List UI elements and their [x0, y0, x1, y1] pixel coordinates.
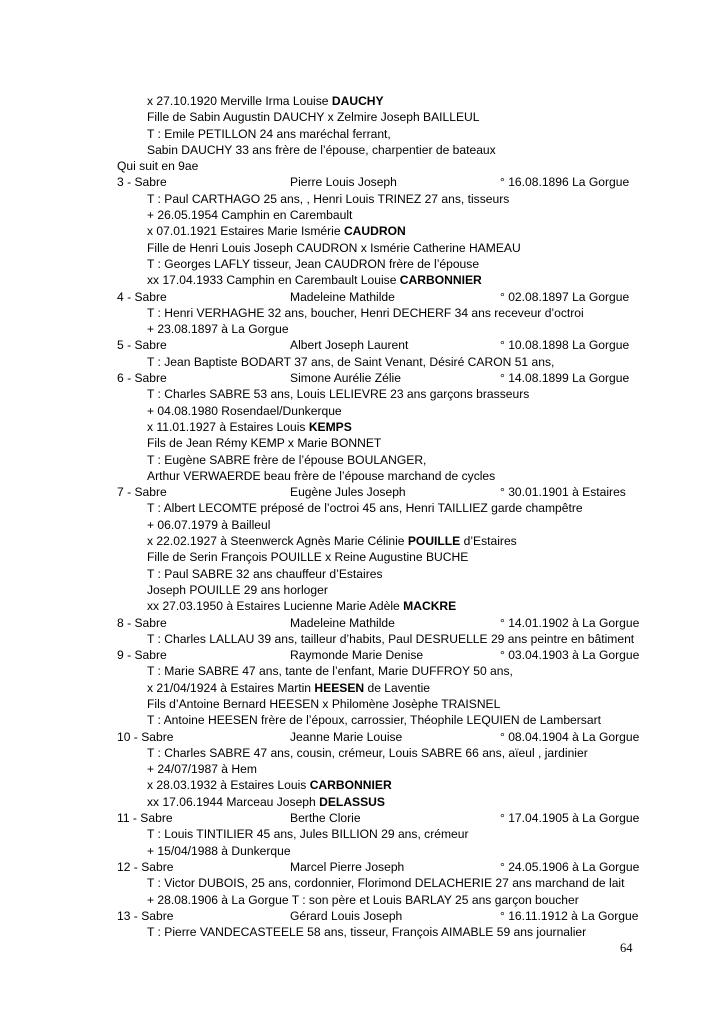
child-entry-row — [0, 729, 724, 745]
line-text — [147, 305, 584, 321]
page-number: 64 — [620, 941, 633, 955]
child-name: Pierre Louis Joseph — [290, 175, 397, 190]
child-entry-row — [0, 908, 724, 924]
text-segment: x 28.03.1932 à Estaires Louis — [147, 778, 310, 793]
detail-line — [0, 191, 724, 207]
line-text — [147, 240, 521, 256]
child-number: 8 - Sabre — [117, 615, 167, 630]
note-line — [0, 158, 724, 174]
detail-line — [0, 924, 724, 940]
detail-line — [0, 272, 724, 288]
line-text — [147, 794, 385, 810]
text-segment: xx 17.06.1944 Marceau Joseph — [147, 794, 320, 809]
child-number: 7 - Sabre — [117, 485, 167, 500]
text-segment: x 22.02.1927 à Steenwerck Agnès Marie Célinie — [147, 534, 408, 549]
line-text — [147, 712, 601, 728]
line-text — [147, 321, 289, 337]
line-text — [147, 566, 383, 582]
line-text — [147, 207, 352, 223]
line-text — [147, 256, 479, 272]
detail-line — [0, 403, 724, 419]
line-text — [147, 582, 328, 598]
surname-bold: KEMPS — [308, 419, 352, 434]
text-segment: T : Emile PETILLON 24 ans maréchal ferrant, — [147, 126, 391, 141]
child-name: Eugène Jules Joseph — [290, 485, 406, 500]
text-segment: Fils d’Antoine Bernard HEESEN x Philomène Josèphe TRAISNEL — [147, 696, 501, 711]
line-text — [147, 126, 391, 142]
child-name: Berthe Clorie — [290, 811, 361, 826]
child-name: Marcel Pierre Joseph — [290, 859, 405, 874]
birth-info: ° 16.11.1912 à La Gorgue — [500, 908, 639, 923]
detail-line — [0, 468, 724, 484]
line-text — [147, 109, 480, 125]
child-number: 6 - Sabre — [117, 371, 167, 386]
text-segment: xx 27.03.1950 à Estaires Lucienne Marie Adèle — [147, 599, 404, 614]
detail-line — [0, 452, 724, 468]
surname-bold: POUILLE — [407, 534, 461, 549]
detail-line — [0, 696, 724, 712]
line-text — [147, 826, 469, 842]
birth-info: ° 03.04.1903 à La Gorgue — [500, 648, 640, 663]
child-name: Jeanne Marie Louise — [290, 729, 403, 744]
birth-info: ° 10.08.1898 La Gorgue — [500, 338, 630, 353]
text-segment: Fils de Jean Rémy KEMP x Marie BONNET — [147, 436, 382, 451]
line-text — [147, 843, 291, 859]
detail-line — [0, 223, 724, 239]
birth-info: ° 30.01.1901 à Estaires — [500, 485, 626, 500]
text-segment: + 26.05.1954 Camphin en Carembault — [147, 208, 353, 223]
line-text — [147, 435, 381, 451]
detail-line — [0, 794, 724, 810]
detail-line — [0, 386, 724, 402]
detail-line — [0, 142, 724, 158]
child-entry-row — [0, 370, 724, 386]
detail-line — [0, 207, 724, 223]
line-text — [147, 468, 495, 484]
child-entry-row — [0, 647, 724, 663]
child-entry-row — [0, 337, 724, 353]
birth-info: ° 17.04.1905 à La Gorgue — [500, 811, 640, 826]
child-name: Simone Aurélie Zélie — [290, 371, 401, 386]
line-text — [147, 93, 384, 109]
detail-line — [0, 517, 724, 533]
surname-bold: HEESEN — [314, 680, 365, 695]
line-text — [147, 696, 500, 712]
text-segment: de Laventie — [364, 680, 431, 695]
detail-line — [0, 93, 724, 109]
detail-line — [0, 745, 724, 761]
text-segment: + 04.08.1980 Rosendael/Dunkerque — [147, 403, 342, 418]
detail-line — [0, 419, 724, 435]
detail-line — [0, 582, 724, 598]
text-segment: T : Eugène SABRE frère de l’épouse BOULANGER, — [147, 452, 427, 467]
line-text — [147, 875, 624, 891]
line-text — [117, 158, 198, 174]
detail-line — [0, 712, 724, 728]
detail-line — [0, 566, 724, 582]
detail-line — [0, 256, 724, 272]
birth-info: ° 24.05.1906 à La Gorgue — [500, 859, 640, 874]
surname-bold: CAUDRON — [343, 224, 406, 239]
child-number: 12 - Sabre — [117, 859, 174, 874]
detail-line — [0, 892, 724, 908]
detail-line — [0, 875, 724, 891]
text-segment: T : Paul CARTHAGO 25 ans, , Henri Louis TRINEZ 27 ans, tisseurs — [147, 191, 510, 206]
child-name: Gérard Louis Joseph — [290, 908, 403, 923]
detail-line — [0, 109, 724, 125]
surname-bold: DAUCHY — [331, 94, 384, 108]
child-entry-row — [0, 484, 724, 500]
child-entry-row — [0, 289, 724, 305]
child-entry-row — [0, 174, 724, 190]
line-text — [147, 892, 579, 908]
detail-line — [0, 435, 724, 451]
text-segment: T : Antoine HEESEN frère de l’époux, carrossier, Théophile LEQUIEN de Lambersart — [147, 713, 601, 728]
detail-line — [0, 240, 724, 256]
line-text — [147, 452, 426, 468]
line-text — [147, 663, 513, 679]
text-segment: T : Marie SABRE 47 ans, tante de l’enfant, Marie DUFFROY 50 ans, — [147, 664, 513, 679]
line-text — [147, 500, 583, 516]
line-text — [147, 517, 270, 533]
detail-line — [0, 598, 724, 614]
text-segment: Joseph POUILLE 29 ans horloger — [147, 582, 328, 597]
surname-bold: CARBONNIER — [399, 273, 482, 288]
text-segment: T : Jean Baptiste BODART 37 ans, de Saint Venant, Désiré CARON 51 ans, — [147, 354, 555, 369]
text-segment: x 21/04/1924 à Estaires Martin — [147, 680, 315, 695]
birth-info: ° 14.08.1899 La Gorgue — [500, 371, 630, 386]
detail-line — [0, 305, 724, 321]
birth-info: ° 02.08.1897 La Gorgue — [500, 289, 630, 304]
child-number: 9 - Sabre — [117, 648, 167, 663]
detail-line — [0, 533, 724, 549]
text-segment: x 11.01.1927 à Estaires Louis — [147, 419, 309, 434]
line-text — [147, 223, 406, 239]
line-text — [147, 745, 588, 761]
text-segment: Fille de Henri Louis Joseph CAUDRON x Ismérie Catherine HAMEAU — [147, 240, 521, 255]
child-number: 3 - Sabre — [117, 175, 167, 190]
detail-line — [0, 777, 724, 793]
surname-bold: DELASSUS — [319, 794, 385, 809]
line-text — [147, 386, 529, 402]
line-text — [147, 191, 509, 207]
text-segment: T : Victor DUBOIS, 25 ans, cordonnier, Florimond DELACHERIE 27 ans marchand de lait — [147, 876, 625, 891]
text-segment: + 23.08.1897 à La Gorgue — [147, 322, 289, 337]
text-segment: Arthur VERWAERDE beau frère de l’épouse marchand de cycles — [147, 468, 496, 483]
child-entry-row — [0, 615, 724, 631]
text-segment: T : Charles SABRE 47 ans, cousin, crémeur, Louis SABRE 66 ans, aïeul , jardinier — [147, 745, 588, 760]
text-segment: T : Pierre VANDECASTEELE 58 ans, tisseur, François AIMABLE 59 ans journalier — [147, 925, 587, 940]
text-segment: + 15/04/1988 à Dunkerque — [147, 843, 291, 858]
surname-bold: MACKRE — [403, 599, 457, 614]
child-number: 11 - Sabre — [117, 811, 173, 826]
line-text — [147, 533, 517, 549]
text-segment: + 28.08.1906 à La Gorgue T : son père et Louis BARLAY 25 ans garçon boucher — [147, 892, 579, 907]
text-segment: T : Charles SABRE 53 ans, Louis LELIEVRE 23 ans garçons brasseurs — [147, 387, 530, 402]
text-segment: + 24/07/1987 à Hem — [147, 762, 257, 777]
child-name: Madeleine Mathilde — [290, 615, 395, 630]
text-segment: T : Albert LECOMTE préposé de l’octroi 45 ans, Henri TAILLIEZ garde champêtre — [147, 501, 583, 516]
child-number: 13 - Sabre — [117, 908, 174, 923]
line-text — [147, 142, 496, 158]
birth-info: ° 08.04.1904 à La Gorgue — [500, 729, 640, 744]
detail-line — [0, 549, 724, 565]
line-text — [147, 761, 257, 777]
detail-line — [0, 680, 724, 696]
text-segment: Sabin DAUCHY 33 ans frère de l’épouse, charpentier de bateaux — [147, 142, 496, 157]
child-entry-row — [0, 859, 724, 875]
text-segment: T : Paul SABRE 32 ans chauffeur d’Estaires — [147, 566, 383, 581]
line-text — [147, 419, 352, 435]
text-segment: T : Louis TINTILIER 45 ans, Jules BILLION 29 ans, crémeur — [147, 827, 469, 842]
child-name: Raymonde Marie Denise — [290, 648, 424, 663]
detail-line — [0, 126, 724, 142]
text-segment: Fille de Serin François POUILLE x Reine Augustine BUCHE — [147, 550, 469, 565]
birth-info: ° 14.01.1902 à La Gorgue — [500, 615, 640, 630]
line-text — [147, 777, 392, 793]
line-text — [147, 631, 634, 647]
birth-info: ° 16.08.1896 La Gorgue — [500, 175, 630, 190]
child-name: Madeleine Mathilde — [290, 289, 395, 304]
detail-line — [0, 354, 724, 370]
line-text — [147, 354, 554, 370]
text-segment: x 07.01.1921 Estaires Marie Ismérie — [147, 224, 344, 239]
text-segment: T : Charles LALLAU 39 ans, tailleur d’habits, Paul DESRUELLE 29 ans peintre en bâtiment — [147, 631, 635, 646]
text-segment: T : Henri VERHAGHE 32 ans, boucher, Henri DECHERF 34 ans receveur d’octroi — [147, 305, 584, 320]
detail-line — [0, 663, 724, 679]
child-number: 10 - Sabre — [117, 729, 174, 744]
child-entry-row — [0, 810, 724, 826]
child-number: 5 - Sabre — [117, 338, 167, 353]
line-text — [147, 924, 586, 940]
text-segment: Qui suit en 9ae — [117, 159, 199, 174]
line-text — [147, 680, 430, 696]
line-text — [147, 272, 482, 288]
genealogy-text — [0, 93, 724, 940]
text-segment: d’Estaires — [460, 534, 517, 549]
text-segment: x 27.10.1920 Merville Irma Louise — [147, 94, 332, 108]
line-text — [147, 403, 342, 419]
detail-line — [0, 631, 724, 647]
text-segment: Fille de Sabin Augustin DAUCHY x Zelmire Joseph BAILLEUL — [147, 110, 480, 125]
detail-line — [0, 761, 724, 777]
text-segment: xx 17.04.1933 Camphin en Carembault Louise — [147, 273, 400, 288]
detail-line — [0, 843, 724, 859]
detail-line — [0, 826, 724, 842]
line-text — [147, 598, 456, 614]
line-text — [147, 549, 468, 565]
text-segment: + 06.07.1979 à Bailleul — [147, 517, 271, 532]
child-number: 4 - Sabre — [117, 289, 167, 304]
text-segment: T : Georges LAFLY tisseur, Jean CAUDRON frère de l’épouse — [147, 256, 480, 271]
detail-line — [0, 321, 724, 337]
child-name: Albert Joseph Laurent — [290, 338, 409, 353]
detail-line — [0, 500, 724, 516]
surname-bold: CARBONNIER — [309, 778, 392, 793]
